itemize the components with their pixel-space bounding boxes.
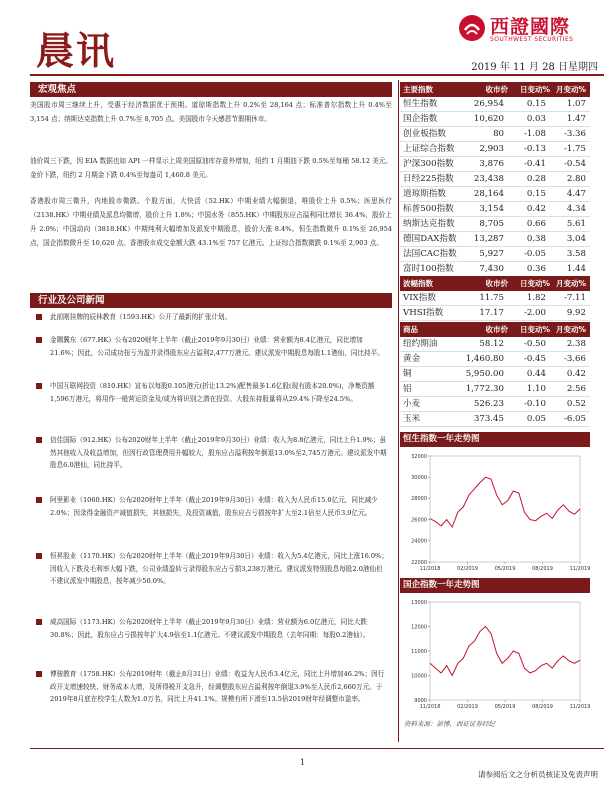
table-row-cell: 5,927	[479, 249, 504, 259]
table-row-cell: 日经225指数	[403, 174, 454, 184]
table-row-cell: 1.47	[566, 114, 586, 124]
table-row-cell: 标普500指数	[403, 204, 454, 214]
table-row-cell: 0.36	[526, 264, 546, 274]
table-row-cell: 26,954	[473, 99, 504, 109]
news-item: 阿里影业（1060.HK）公布2020财年上半年（截止2019年9月30日）业绩：收入为人民币15.0亿元，同比减少2.0%；因录得金融资产减值损失，其他损失，及投资减值，股东应占亏损按年扩大至2.1倍至人民币3.9亿元。	[50, 494, 388, 519]
table-row-cell: 道琼斯指数	[403, 189, 446, 199]
table-row-cell: -0.05	[523, 249, 546, 259]
table-row	[400, 217, 590, 232]
hsi-chart-title: 恒生指数一年走势图	[400, 432, 590, 447]
table-row-cell: 创业板指数	[403, 129, 446, 139]
table-row-cell: 0.42	[526, 204, 546, 214]
y-tick-label: 22000	[411, 559, 427, 566]
bullet-icon	[36, 619, 42, 625]
y-tick-label: 11000	[411, 648, 427, 655]
table-row-cell: 1.10	[526, 384, 546, 394]
y-tick-label: 30000	[411, 475, 427, 481]
volatility-table	[400, 276, 590, 321]
table-row-cell: 0.28	[526, 174, 546, 184]
table-row-cell: -1.08	[523, 129, 546, 139]
table-row	[400, 397, 590, 412]
x-tick-label: 11/2019	[569, 704, 590, 710]
table-row-cell: 铝	[403, 384, 412, 394]
data-source: 资料来源：彭博，西证证券经纪	[404, 720, 495, 728]
table-row-cell: -7.11	[563, 293, 586, 303]
table-row-cell: -0.45	[523, 354, 546, 364]
table-header-cell: 收市价	[485, 85, 508, 94]
table-row	[400, 412, 590, 427]
table-row-cell: 2.56	[566, 384, 586, 394]
news-item: 金隅冀东（677.HK）公布2020财年上半年（截止2019年9月30日）业绩：营业额为8.4亿港元，同比增加21.6%；因此，公司成功扭亏为盈并录得股东应占溢利2,477万港元。建议派发中期股息每股1.1港仙，同比持平。	[50, 334, 388, 359]
news-item: 此前刚挂牌的辰林教育（1593.HK）公开了最新的扩张计划。	[50, 311, 388, 324]
table-row-cell: 上证综合指数	[403, 144, 455, 154]
table-row-cell: 2,903	[479, 144, 504, 154]
table-row	[400, 127, 590, 142]
news-item: 中国互联网投资（810.HK）宣布以每股0.105港元(折让13.2%)配售最多1.6亿股(现有股本20.0%)，净集资额1,596万港元，将用作一般营运资金及/或为将识别之潜在投资。大股东持股量将从29.4%下降至24.5%。	[50, 380, 388, 405]
table-row-cell: 28,164	[473, 189, 504, 199]
table-row-cell: -2.00	[523, 308, 546, 318]
table-header-cell: 月变动%	[555, 85, 586, 94]
plot-frame	[430, 602, 580, 700]
table-row-cell: 德国DAX指数	[403, 234, 457, 244]
news-item: 博骏教育（1758.HK）公布2019财年（截止8月31日）业绩：收益为人民币3.4亿元，同比上升增加46.2%；因行政开支增速较快、财务成本大增，及所得税开支急升，经调整股东应占溢利按年倒退3.9%至人民币2,660万元。于2019年8月底在校学生人数为1.0万名，同比上升41.1%。规模有所下滑至13.5倍2019财年经调整市盈率。	[50, 668, 388, 706]
table-row-cell: 373.45	[473, 414, 504, 424]
header-divider	[30, 74, 604, 76]
x-tick-label: 02/2019	[457, 566, 478, 572]
series-line	[430, 627, 580, 676]
table-row-cell: 国企指数	[403, 114, 438, 124]
bullet-icon	[36, 383, 42, 389]
news-item: 信佳国际（912.HK）公布2020财年上半年（截止2019年9月30日）业绩：收入为8.8亿港元，同比上升1.9%；虽然其他收入及收益增加，但因行政管理费用升幅较大，股东应占溢利按年倒退13.0%至2,745万港元。建议派发中期股息6.0港仙，同比持平。	[50, 434, 388, 472]
table-row	[400, 232, 590, 247]
table-row-cell: -0.41	[523, 159, 546, 169]
macro-paragraph: 香港股市周三微升，内地股市微跌。个股方面，大快活（52.HK）中期业绩大幅倒退，唯股价上升 0.5%；医思医疗（2138.HK）中期业绩及派息均微增，股价上升 1.8%；中国水务（855.HK）中期股东应占溢利同比增长 36.4%，股价上升 2.0%；中国动向（3818.HK）中期纯利大幅增加及派发中期股息，股价大涨 8.4%。恒生指数微升 0.1%至 26,954 点，国企指数微升至 10,620 点。香港股市成交金额大跌 43.1%至 757 亿港元。上证综合指数微跌 0.1%至 2,903 点。	[30, 197, 392, 247]
table-row-cell: 17.17	[479, 308, 504, 318]
table-row-cell: 9.92	[566, 308, 586, 318]
table-row-cell: 526.23	[473, 399, 504, 409]
commodities-table	[400, 322, 590, 427]
x-tick-label: 05/2019	[494, 704, 516, 710]
table-header-cell: 月变动%	[555, 325, 586, 334]
table-header-cell: 波幅指数	[403, 279, 433, 288]
table-row	[400, 262, 590, 277]
company-logo	[458, 12, 598, 48]
table-row-cell: 小麦	[403, 399, 421, 409]
table-row-cell: -1.75	[563, 144, 586, 154]
hsi-chart-svg	[400, 448, 590, 578]
table-row-cell: -6.05	[563, 414, 586, 424]
table-row-cell: 13,287	[473, 234, 504, 244]
table-row	[400, 367, 590, 382]
news-item: 恒昇股业（1170.HK）公布2020财年上半年（截止2019年9月30日）业绩：收入为5.4亿港元，同比上涨16.0%；因收入下跌及毛利率大幅下跌，公司业绩盈转亏录得股东应占亏损3,238万港元。建议派发特别股息每股2.0港仙但不建议派发中期股息，按年减少50.0%。	[50, 550, 388, 588]
table-row	[400, 352, 590, 367]
table-row	[400, 337, 590, 352]
news-item: 威高国际（1173.HK）公布2020财年上半年（截止2019年9月30日）业绩：营业额为6.0亿港元，同比大跌30.8%；因此，股东应占亏损按年扩大4.9倍至1.1亿港元。不建议派发中期股息（去年同期：每股0.2港仙）。	[50, 616, 388, 641]
table-header	[400, 82, 590, 97]
table-row-cell: 0.03	[526, 114, 546, 124]
table-row	[400, 306, 590, 321]
bullet-icon	[36, 497, 42, 503]
table-row-cell: 0.44	[526, 369, 546, 379]
report-date: 2019 年 11 月 28 日星期四	[471, 62, 598, 73]
table-row	[400, 202, 590, 217]
table-row-cell: 1.44	[566, 264, 586, 274]
table-header-cell: 日变动%	[519, 85, 550, 94]
table-row	[400, 247, 590, 262]
table-row	[400, 157, 590, 172]
table-row-cell: 0.66	[526, 219, 546, 229]
y-tick-label: 24000	[411, 538, 427, 545]
plot-frame	[430, 456, 580, 562]
bullet-icon	[36, 314, 42, 320]
table-row-cell: 10,620	[473, 114, 504, 124]
y-tick-label: 32000	[411, 453, 427, 460]
macro-heading: 宏观焦点	[30, 82, 392, 97]
table-row-cell: -0.54	[563, 159, 586, 169]
macro-paragraph: 美国股市周三继续上升，受惠于经济数据优于预期。道琼斯指数上升 0.2%至 28,164 点；标准普尔指数上升 0.4%至 3,154 点；纳斯达克指数上升 0.7%至 8,705 点。美国股市今天感恩节假期休市。	[30, 101, 392, 123]
table-row-cell: 4.47	[566, 189, 586, 199]
table-header	[400, 276, 590, 291]
table-row	[400, 291, 590, 306]
table-row	[400, 382, 590, 397]
y-tick-label: 26000	[411, 517, 427, 524]
table-row-cell: 1,460.80	[465, 354, 504, 364]
table-row-cell: 0.15	[526, 189, 546, 199]
table-row-cell: 23,438	[473, 174, 504, 184]
table-row-cell: 法国CAC指数	[403, 249, 457, 259]
table-row-cell: -3.36	[563, 129, 586, 139]
table-row-cell: 5.61	[566, 219, 586, 229]
table-header-cell: 日变动%	[519, 279, 550, 288]
hsi-chart	[400, 448, 590, 578]
x-tick-label: 11/2019	[569, 566, 590, 572]
table-row-cell: 纳斯达克指数	[403, 219, 455, 229]
y-tick-label: 13000	[411, 599, 427, 606]
page-title: 晨讯	[36, 28, 117, 73]
table-row-cell: 0.52	[566, 399, 586, 409]
table-row-cell: VIX指数	[403, 293, 436, 303]
table-row-cell: -0.13	[523, 144, 546, 154]
table-row	[400, 172, 590, 187]
table-row-cell: 8,705	[479, 219, 504, 229]
bullet-icon	[36, 337, 42, 343]
y-tick-label: 28000	[411, 496, 427, 503]
logo-text-en: SOUTHWEST SECURITIES	[490, 36, 574, 43]
x-tick-label: 08/2019	[532, 704, 553, 710]
table-row-cell: -0.10	[523, 399, 546, 409]
macro-paragraph: 油价周三下跌，因 EIA 数据也如 API 一样显示上周美国原油库存意外增加，纽约 1 月期油下跌 0.5%至每桶 58.12 美元。金价下跌，纽约 2 月期金下跌 0.4%至每盎司 1,460.8 美元。	[30, 157, 392, 179]
table-row-cell: 5,950.00	[465, 369, 504, 379]
y-tick-label: 9000	[414, 697, 427, 704]
table-header-cell: 收市价	[485, 279, 508, 288]
logo-mark-icon	[458, 14, 486, 42]
logo-text-cn: 西證國際	[490, 16, 571, 38]
table-row	[400, 142, 590, 157]
table-row-cell: 11.75	[479, 293, 504, 303]
table-header	[400, 322, 590, 337]
table-header-cell: 日变动%	[519, 325, 550, 334]
column-divider	[398, 80, 399, 742]
table-row-cell: 2.38	[566, 339, 586, 349]
table-row-cell: -0.50	[523, 339, 546, 349]
table-row-cell: 4.34	[566, 204, 586, 214]
table-row	[400, 187, 590, 202]
table-row-cell: 0.15	[526, 99, 546, 109]
table-row-cell: 0.38	[526, 234, 546, 244]
industry-heading: 行业及公司新闻	[30, 293, 392, 308]
table-row-cell: -3.66	[563, 354, 586, 364]
table-row-cell: VHSI指数	[403, 308, 444, 318]
table-row-cell: 3.58	[566, 249, 586, 259]
x-tick-label: 11/2018	[419, 566, 441, 572]
bullet-icon	[36, 437, 42, 443]
hscei-chart	[400, 594, 590, 716]
table-header-cell: 主要指数	[403, 85, 433, 94]
table-row-cell: 玉米	[403, 414, 421, 424]
table-row-cell: 7,430	[479, 264, 504, 274]
table-row-cell: 富时100指数	[403, 264, 454, 274]
table-row-cell: 3,154	[479, 204, 504, 214]
series-line	[430, 477, 580, 527]
footer-divider	[30, 748, 604, 749]
table-header-cell: 月变动%	[555, 279, 586, 288]
x-tick-label: 02/2019	[457, 704, 478, 710]
page-number: 1	[300, 758, 306, 767]
table-row-cell: 2.80	[566, 174, 586, 184]
table-row-cell: 0.42	[566, 369, 586, 379]
hscei-chart-svg	[400, 594, 590, 716]
table-row-cell: 黄金	[403, 354, 421, 364]
table-row-cell: 1.07	[566, 99, 586, 109]
table-row	[400, 97, 590, 112]
table-row-cell: 3,876	[479, 159, 504, 169]
table-row-cell: 3.04	[566, 234, 586, 244]
x-tick-label: 11/2018	[419, 704, 441, 710]
disclaimer: 请参阅后文之分析员核证及免责声明	[478, 770, 598, 779]
table-row-cell: 纽约期油	[403, 339, 438, 349]
table-header-cell: 收市价	[485, 325, 508, 334]
hscei-chart-title: 国企指数一年走势图	[400, 578, 590, 593]
table-row-cell: 沪深300指数	[403, 159, 454, 169]
bullet-icon	[36, 671, 42, 677]
table-row-cell: 1,772.30	[465, 384, 504, 394]
x-tick-label: 05/2019	[494, 566, 516, 572]
table-row-cell: 80	[493, 129, 504, 139]
indices-table	[400, 82, 590, 277]
table-row-cell: 1.82	[526, 293, 546, 303]
table-header-cell: 商品	[403, 325, 418, 334]
y-tick-label: 12000	[411, 624, 427, 631]
table-row-cell: 0.05	[526, 414, 546, 424]
table-row-cell: 铜	[403, 369, 412, 379]
table-row	[400, 112, 590, 127]
table-row-cell: 58.12	[479, 339, 504, 349]
y-tick-label: 10000	[411, 673, 427, 680]
table-row-cell: 恒生指数	[403, 99, 438, 109]
x-tick-label: 08/2019	[532, 566, 553, 572]
bullet-icon	[36, 553, 42, 559]
